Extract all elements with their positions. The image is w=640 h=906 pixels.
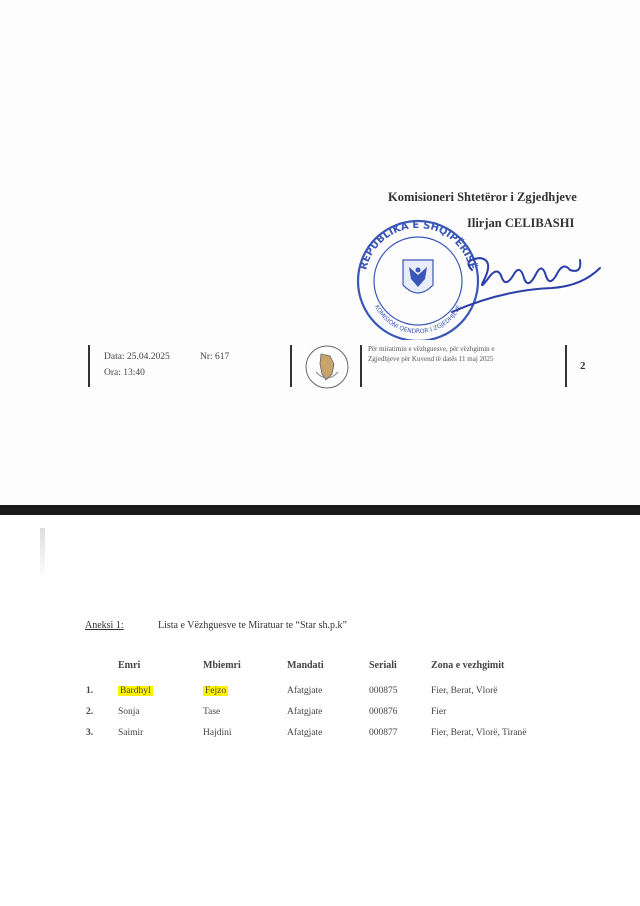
table-cell-emri: Saimir: [118, 728, 144, 738]
commissioner-title: Komisioneri Shtetëror i Zgjedhjeve: [388, 190, 577, 204]
table-cell-mbiemri: Tase: [203, 707, 221, 717]
table-cell-mbiemri: Hajdini: [203, 728, 232, 738]
kqz-logo-icon: [304, 344, 350, 390]
page-number: 2: [580, 360, 586, 372]
footer-divider: [88, 345, 90, 387]
table-cell-mandati: Afatgjate: [287, 707, 323, 717]
table-cell-mbiemri: [203, 686, 228, 696]
seal-outer-text: REPUBLIKA E SHQIPËRISË: [358, 219, 478, 272]
table-cell-mandati: Afatgjate: [287, 686, 323, 696]
column-header-emri: Emri: [118, 660, 141, 671]
footer-note-line1: Për miratimin e vëzhguesve, për vëzhgimin e: [368, 345, 495, 353]
table-cell-seriali: 000875: [369, 686, 398, 696]
footer-divider: [565, 345, 567, 387]
seal-inner-text: KOMISIONI QENDROR I ZGJEDHJEVE: [373, 303, 463, 336]
commissioner-name: Ilirjan CELIBASHI: [467, 216, 575, 230]
highlight-first-name: Bardhyl: [120, 686, 151, 696]
footer-note-line2: Zgjedhjeve për Kuvend të datës 11 maj 2025: [368, 355, 494, 363]
table-cell-emri: Sonja: [118, 707, 140, 717]
column-header-mandati: Mandati: [287, 660, 324, 671]
annex-title: Lista e Vëzhguesve te Miratuar te “Star sh.p.k”: [158, 620, 347, 631]
footer-date: Data: 25.04.2025: [104, 352, 170, 362]
page-separator: [0, 505, 640, 515]
annex-label: Aneksi 1:: [85, 620, 124, 631]
column-header-seriali: Seriali: [369, 660, 397, 671]
column-header-zona: Zona e vezhgimit: [431, 660, 505, 671]
table-cell-seriali: 000877: [369, 728, 398, 738]
table-cell-emri: [118, 686, 153, 696]
table-cell-mandati: Afatgjate: [287, 728, 323, 738]
table-cell-seriali: 000876: [369, 707, 398, 717]
table-cell-zona: Fier, Berat, Vlorë, Tiranë: [431, 728, 527, 738]
row-number: 3.: [86, 728, 94, 738]
table-cell-zona: Fier: [431, 707, 447, 717]
footer-divider: [360, 345, 362, 387]
row-number: 2.: [86, 707, 94, 717]
scan-edge-mark: [40, 528, 45, 578]
footer-nr: Nr: 617: [200, 352, 230, 362]
table-cell-zona: Fier, Berat, Vlorë: [431, 686, 498, 696]
signature-icon: [432, 240, 607, 320]
footer-time: Ora: 13:40: [104, 368, 145, 378]
footer-divider: [290, 345, 292, 387]
row-number: 1.: [86, 686, 94, 696]
highlight-last-name: Fejzo: [205, 686, 227, 696]
column-header-mbiemri: Mbiemri: [203, 660, 241, 671]
